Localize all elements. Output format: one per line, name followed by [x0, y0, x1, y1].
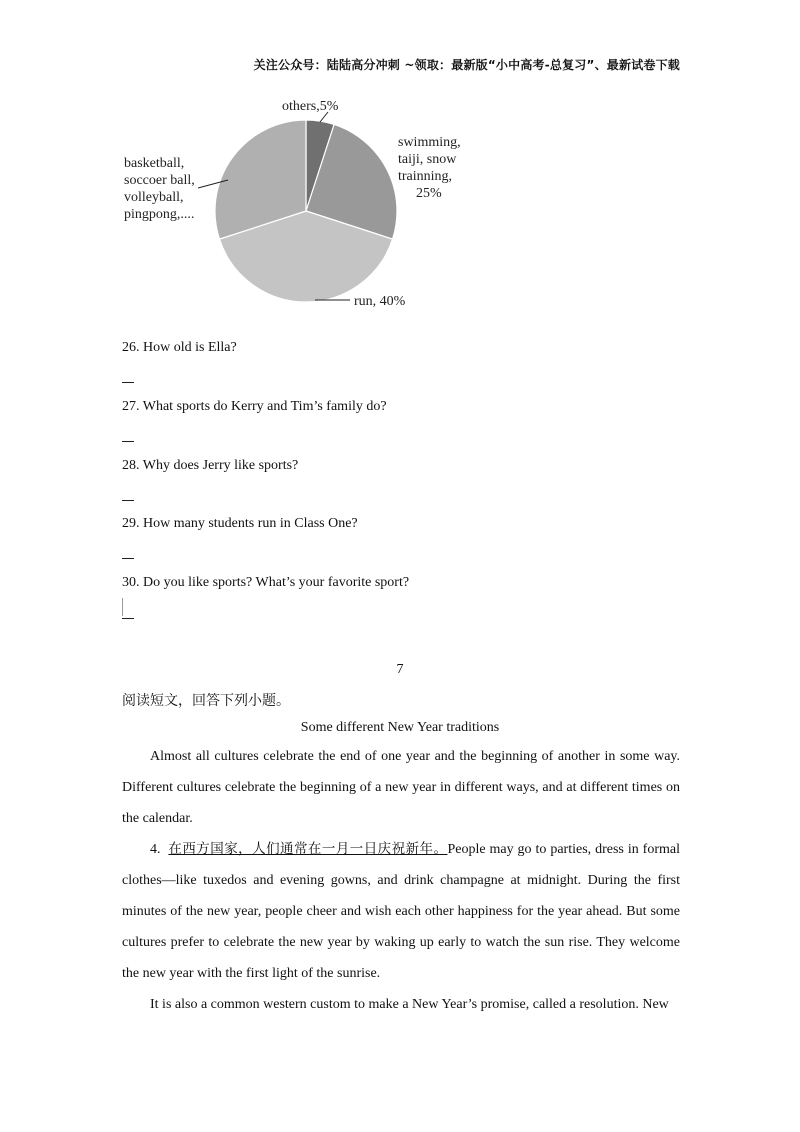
answer-line-29[interactable] [122, 558, 134, 559]
sports-pie-chart [110, 88, 461, 313]
answer-line-30[interactable] [122, 618, 134, 619]
question-29: 29. How many students run in Class One? [122, 516, 358, 531]
answer-line-27[interactable] [122, 441, 134, 442]
text-cursor-mark [122, 598, 123, 616]
question-28: 28. Why does Jerry like sports? [122, 458, 299, 473]
paragraph-2 [122, 834, 680, 989]
paragraph-number: 4. [150, 842, 161, 857]
reading-instruction: 阅读短文，回答下列小题。 [122, 693, 290, 709]
paragraph-2-text: People may go to parties, dress in formal clothes—like tuxedos and evening gowns, and drink champagne at midnight. During the first minutes of the new year, people cheer and wish each other happiness for the year ahead. But some cultures prefer to celebrate the new year by waking up early to watch the sun rise. They welcome the new year with the first light of the sunrise. [122, 842, 680, 981]
answer-line-28[interactable] [122, 500, 134, 501]
slice-label-others: others,5% [282, 99, 339, 114]
page-header: 关注公众号：陆陆高分冲刺 ~领取：最新版“小中高考-总复习”、最新试卷下载 [253, 58, 680, 72]
slice-label-run: run, 40% [354, 294, 406, 309]
question-26: 26. How old is Ella? [122, 340, 237, 355]
paragraph-3: It is also a common western custom to make a New Year’s promise, called a resolution. New [150, 997, 669, 1012]
answer-line-26[interactable] [122, 382, 134, 383]
question-27: 27. What sports do Kerry and Tim’s family do? [122, 399, 387, 414]
slice-label-ball-games: basketball, soccoer ball, volleyball, pingpong,.... [124, 156, 195, 222]
question-30: 30. Do you like sports? What’s your favorite sport? [122, 575, 410, 590]
passage-body [122, 741, 680, 1020]
passage-title: Some different New Year traditions [300, 720, 500, 735]
paragraph-1: Almost all cultures celebrate the end of one year and the beginning of another in some way. Different cultures celebrate the beginning of a new year in different ways, and at different times on the calendar. [122, 749, 680, 826]
slice-label-swimming: swimming, taiji, snow trainning, 25% [398, 135, 461, 201]
translation-target-sentence: 在西方国家，人们通常在一月一日庆祝新年。 [168, 841, 448, 857]
page-number: 7 [396, 662, 404, 677]
